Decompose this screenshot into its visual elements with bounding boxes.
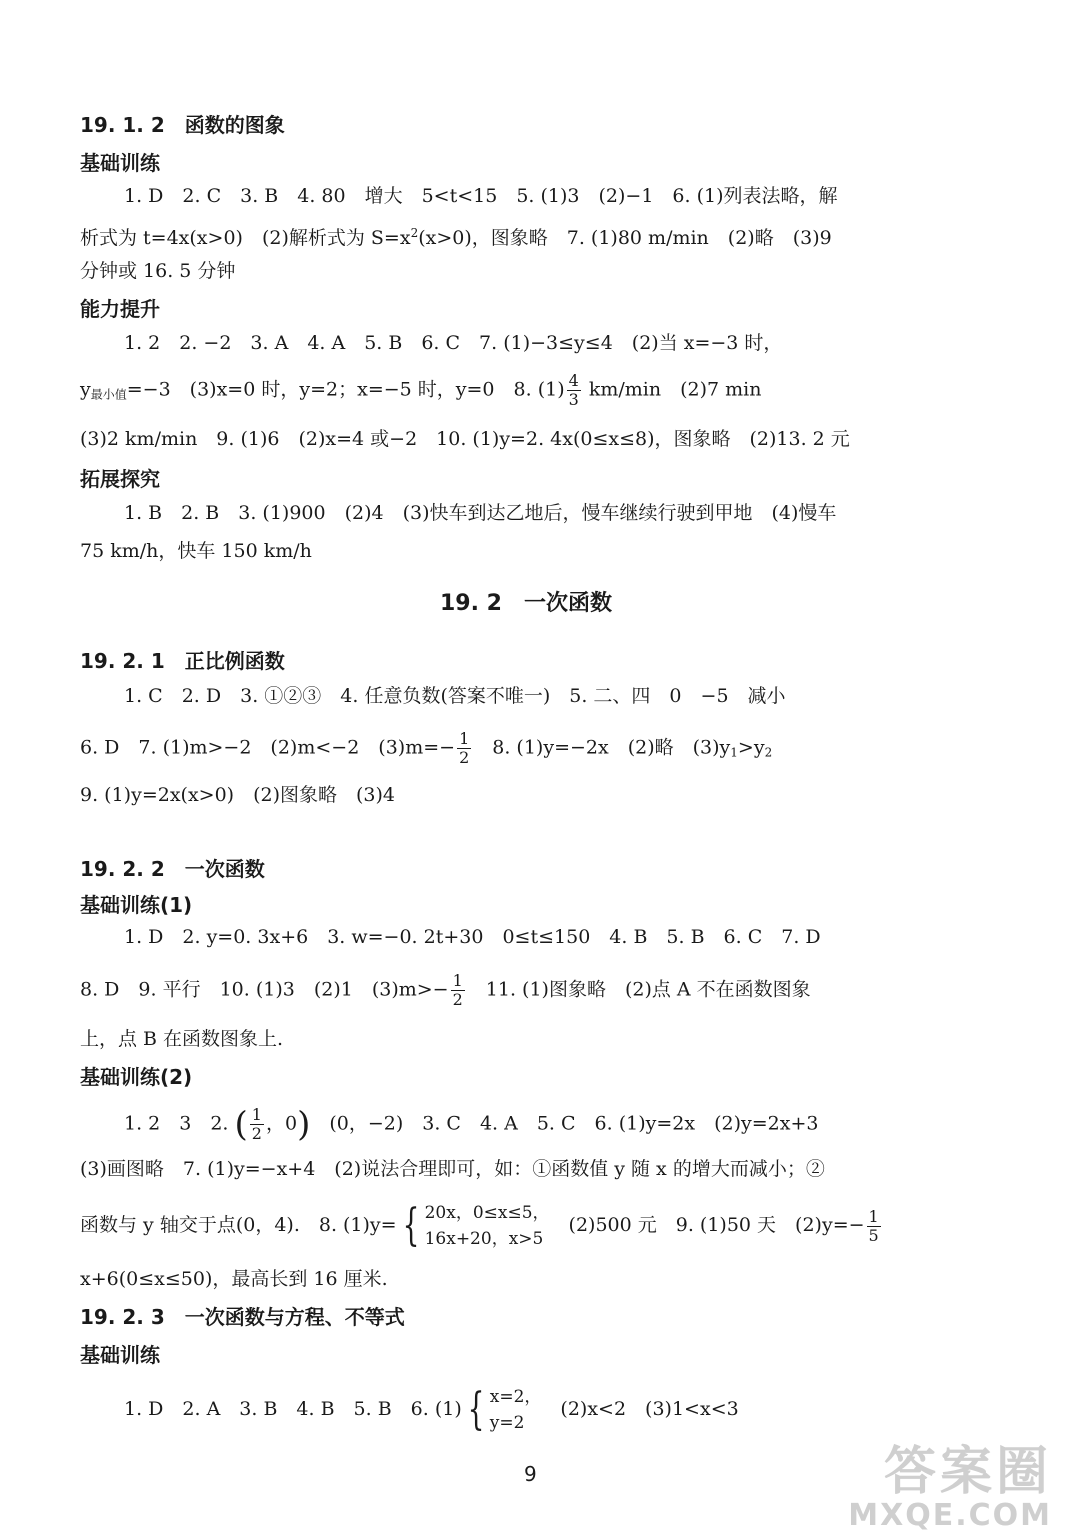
page-number: 9 <box>524 1462 537 1486</box>
answer-line: 6. D 7. (1)m>−2 (2)m<−2 (3)m=− $\frac{1}{2}$ 8. (1)y=−2x (2)略 $(3)y_1>y_2$ <box>80 729 773 767</box>
heading-basic-training-1: 基础训练(1) <box>80 893 193 917</box>
piecewise-system: 20x，0≤x≤5， 16x+20，x>5 <box>424 1203 550 1249</box>
answer-line: x+6(0≤x≤50)，最高长到 16 厘米. <box>80 1268 388 1290</box>
watermark-logo <box>848 1444 1052 1532</box>
heading-basic-training: 基础训练 <box>80 1343 160 1367</box>
answer-line: 1. D 2. A 3. B 4. B 5. B 6. (1) { x=2， y=2 (2)x<2 (3)1<x<3 <box>124 1384 739 1435</box>
answer-line: 1. 2 3 2. ( $\frac{1}{2}$ ，0) (0，−2) 3. C 4. A 5. C 6. (1)y=2x (2)y=2x+3 <box>124 1104 819 1145</box>
section-title-19-2-2: 19. 2. 2 一次函数 <box>80 857 265 881</box>
answer-line: 75 km/h，快车 150 km/h <box>80 540 312 562</box>
section-title-19-2: 19. 2 一次函数 <box>440 591 612 616</box>
answer-line: 析式为 t=4x(x>0) (2)解析式为 $S=x^2(x>0)$，图象略 7. (1)80 m/min (2)略 (3)9 <box>80 226 832 249</box>
section-title-19-1-2: 19. 1. 2 函数的图象 <box>80 113 285 137</box>
answer-line: 上，点 B 在函数图象上. <box>80 1028 284 1050</box>
answer-line: (3)2 km/min 9. (1)6 (2)x=4 或−2 10. (1)y=2. 4x(0≤x≤8)，图象略 (2)13. 2 元 <box>80 428 850 450</box>
answer-line: 1. D 2. y=0. 3x+6 3. w=−0. 2t+30 0≤t≤150 4. B 5. B 6. C 7. D <box>124 926 821 948</box>
heading-basic-training-2: 基础训练(2) <box>80 1065 193 1089</box>
answer-line: 1. 2 2. −2 3. A 4. A 5. B 6. C 7. (1)−3≤y≤4 (2)当 x=−3 时， <box>124 332 783 354</box>
section-title-19-2-1: 19. 2. 1 正比例函数 <box>80 649 285 673</box>
section-title-19-2-3: 19. 2. 3 一次函数与方程、不等式 <box>80 1305 405 1329</box>
answer-line: 函数与 y 轴交于点(0，4). 8. (1)y= { 20x，0≤x≤5， 16x+20，x>5 (2)500 元 9. (1)50 天 (2)y=− $\frac{1}{5}$ <box>80 1200 879 1251</box>
fraction: $\frac{1}{2}$ <box>459 729 470 767</box>
answer-line: 8. D 9. 平行 10. (1)3 (2)1 (3)m>− $\frac{1}{2}$ 11. (1)图象略 (2)点 A 不在函数图象 <box>80 971 811 1009</box>
answer-line: $y_{最小值}=-3$ (3)x=0 时，y=2；x=−5 时，y=0 8. (1) $\frac{4}{3}$ km/min (2)7 min <box>80 371 762 409</box>
heading-basic-training: 基础训练 <box>80 151 160 175</box>
heading-explore: 拓展探究 <box>80 467 160 491</box>
answer-line: 1. C 2. D 3. ①②③ 4. 任意负数(答案不唯一) 5. 二、四 0 −5 减小 <box>124 685 786 707</box>
equation-system: x=2， y=2 <box>489 1387 542 1433</box>
fraction: $\frac{1}{2}$ <box>251 1105 262 1143</box>
answer-line: 分钟或 16. 5 分钟 <box>80 260 236 282</box>
fraction: $\frac{1}{5}$ <box>868 1206 879 1245</box>
watermark-url: MXQE.COM <box>848 1498 1052 1533</box>
fraction: $\frac{1}{2}$ <box>452 971 463 1009</box>
answer-line: 9. (1)y=2x(x>0) (2)图象略 (3)4 <box>80 784 396 806</box>
answer-line: 1. D 2. C 3. B 4. 80 增大 5<t<15 5. (1)3 (2)−1 6. (1)列表法略，解 <box>124 185 838 207</box>
heading-ability: 能力提升 <box>80 297 160 321</box>
answer-line: 1. B 2. B 3. (1)900 (2)4 (3)快车到达乙地后，慢车继续行驶到甲地 (4)慢车 <box>124 502 837 524</box>
fraction: $\frac{4}{3}$ <box>568 371 579 409</box>
answer-line: (3)画图略 7. (1)y=−x+4 (2)说法合理即可，如：①函数值 y 随 x 的增大而减小；② <box>80 1158 825 1180</box>
watermark-text: 答案圈 <box>883 1442 1052 1502</box>
